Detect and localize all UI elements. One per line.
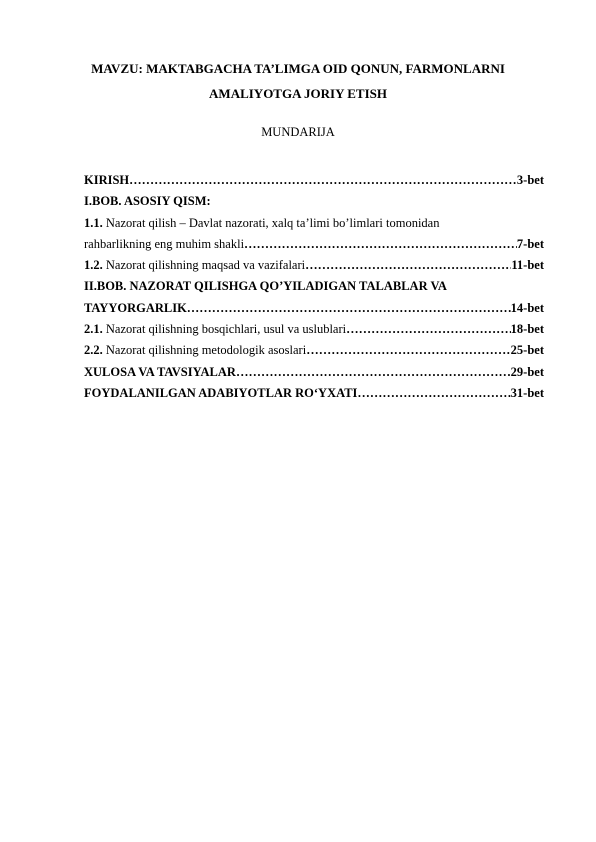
toc-page: 3-bet [516, 173, 544, 187]
dot-leader [306, 340, 510, 361]
dot-leader [305, 255, 511, 276]
toc-label: Nazorat qilishning maqsad va vazifalari [102, 258, 306, 273]
toc-entry-adabiyotlar [84, 383, 544, 404]
dot-leader [346, 319, 511, 340]
toc-label: XULOSA VA TAVSIYALAR [84, 364, 236, 379]
toc-entry-bob2-line-1 [84, 276, 544, 297]
toc-page: 25-bet [510, 343, 544, 358]
toc-entry-bob2-line-2 [84, 298, 544, 319]
toc-entry-1-1-line-2 [84, 234, 544, 255]
toc-entry-xulosa [84, 362, 544, 383]
toc-label: Nazorat qilish – Davlat nazorati, xalq ta’limi bo’limlari tomonidan [102, 215, 440, 230]
dot-leader [244, 234, 517, 255]
toc-page: 18-bet [510, 322, 544, 337]
toc-label: FOYDALANILGAN ADABIYOTLAR RO‘YXATI [84, 385, 358, 400]
toc-label: KIRISH [84, 173, 130, 187]
toc-label: TAYYORGARLIK [84, 300, 187, 315]
toc-page: 11-bet [511, 258, 544, 273]
document-title-line-1: MAVZU: MAKTABGACHA TA’LIMGA OID QONUN, FARMONLARNI [91, 61, 505, 76]
toc-entry-kirish [84, 170, 544, 191]
toc-entry-2-2 [84, 340, 544, 361]
toc-entry-1-2 [84, 255, 544, 276]
dot-leader [187, 298, 511, 319]
toc-section-number: 1.1. [84, 215, 103, 230]
toc-entry-1-1-line-1 [84, 213, 544, 234]
toc-page: 7-bet [516, 236, 544, 251]
toc-label: II.BOB. NAZORAT QILISHGA QO’YILADIGAN TALABLAR VA [84, 279, 447, 294]
toc-page: 14-bet [510, 300, 544, 315]
toc-label: Nazorat qilishning metodologik asoslari [102, 343, 307, 358]
toc-entry-bob1 [84, 191, 544, 212]
toc-label: rahbarlikning eng muhim shakli [84, 236, 245, 251]
toc-label: I.BOB. ASOSIY QISM: [84, 194, 211, 209]
toc-section-number: 2.1. [84, 322, 103, 337]
contents-heading: MUNDARIJA [261, 125, 335, 139]
toc-section-number: 2.2. [84, 343, 103, 358]
toc-label: Nazorat qilishning bosqichlari, usul va uslublari [102, 322, 347, 337]
dot-leader [357, 383, 510, 404]
document-title-line-2: AMALIYOTGA JORIY ETISH [209, 86, 387, 101]
toc-page: 31-bet [510, 385, 544, 400]
dot-leader [236, 362, 511, 383]
toc-entry-2-1 [84, 319, 544, 340]
dot-leader [129, 170, 517, 191]
table-of-contents [84, 170, 544, 404]
toc-page: 29-bet [510, 364, 544, 379]
toc-section-number: 1.2. [84, 258, 103, 273]
